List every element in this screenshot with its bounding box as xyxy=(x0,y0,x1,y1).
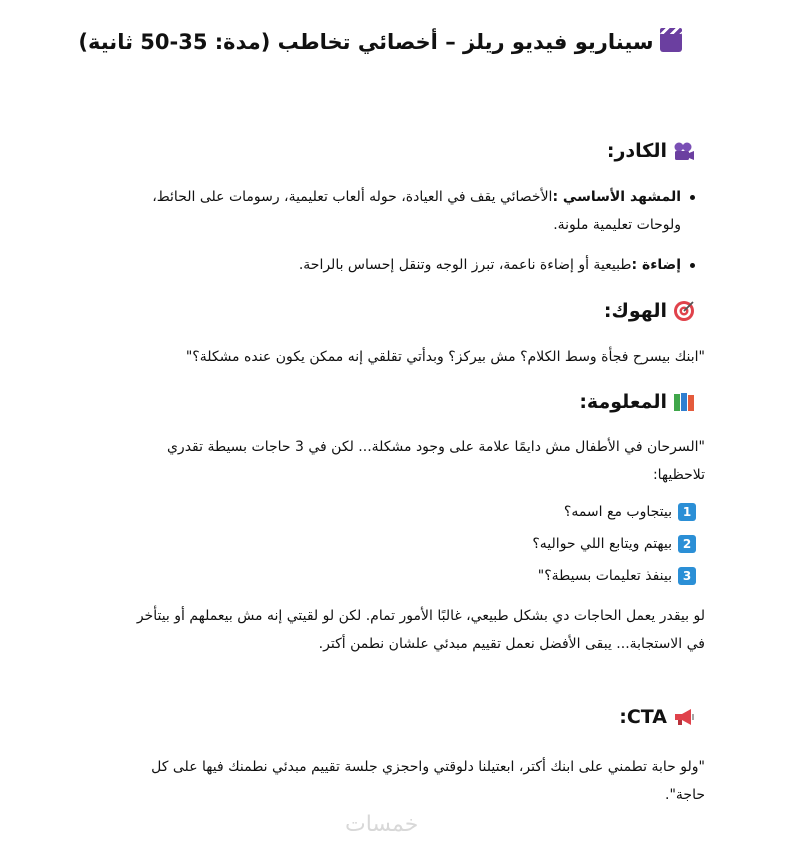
info-points xyxy=(532,496,696,592)
point-text: بينفذ تعليمات بسيطة؟" xyxy=(537,568,672,584)
info-outro: لو بيقدر يعمل الحاجات دي بشكل طبيعي، غالبًا الأمور تمام. لكن لو لقيتي إنه مش بيعملهم أو بيتأخر في الاستجابة... يبقى الأفضل نعمل تقييم مبدئي علشان نطمن أكتر. xyxy=(136,608,705,652)
number-badge: 3 xyxy=(678,567,696,585)
point-text: بيهتم ويتابع اللي حواليه؟ xyxy=(532,536,672,552)
list-item xyxy=(532,496,696,528)
watermark: خمسات xyxy=(345,812,419,837)
cta-text: "ولو حابة تطمني على ابنك أكتر، ابعتيلنا دلوقتي واحجزي جلسة تقييم مبدئي نطمنك فيها على كل حاجة". xyxy=(151,759,705,803)
info-intro: "السرحان في الأطفال مش دايمًا علامة على وجود مشكلة... لكن في 3 حاجات بسيطة تقدري تلاحظيها: xyxy=(166,439,705,483)
info-heading xyxy=(579,391,695,413)
list-item xyxy=(125,183,695,239)
books-icon xyxy=(673,391,695,413)
number-badge: 1 xyxy=(678,503,696,521)
cta-heading-text: CTA: xyxy=(619,706,667,728)
frame-item-label: المشهد الأساسي : xyxy=(552,189,681,205)
frame-item-label: إضاءة : xyxy=(631,257,681,273)
hook-text: "ابنك بيسرح فجأة وسط الكلام؟ مش بيركز؟ وبدأتي تقلقي إنه ممكن يكون عنده مشكلة؟" xyxy=(185,349,705,365)
frame-item-text: طبيعية أو إضاءة ناعمة، تبرز الوجه وتنقل إحساس بالراحة. xyxy=(298,257,632,273)
clapperboard-icon xyxy=(660,32,682,52)
megaphone-icon xyxy=(673,706,695,728)
hook-heading xyxy=(604,300,695,322)
page-title xyxy=(60,30,700,54)
cta-heading xyxy=(619,706,695,728)
frame-heading-text: الكادر: xyxy=(606,140,667,162)
target-icon xyxy=(673,300,695,322)
film-camera-icon xyxy=(673,140,695,162)
list-item xyxy=(125,251,695,279)
info-heading-text: المعلومة: xyxy=(579,391,667,413)
list-item xyxy=(532,528,696,560)
page-title-text: سيناريو فيديو ريلز – أخصائي تخاطب (مدة: 35-50 ثانية) xyxy=(78,30,654,54)
frame-item-text: الأخصائي يقف في العيادة، حوله ألعاب تعليمية، رسومات على الحائط، ولوحات تعليمية ملونة. xyxy=(152,189,681,233)
list-item xyxy=(532,560,696,592)
frame-heading xyxy=(607,140,695,162)
hook-heading-text: الهوك: xyxy=(603,300,667,322)
frame-list xyxy=(125,183,695,279)
number-badge: 2 xyxy=(678,535,696,553)
point-text: بيتجاوب مع اسمه؟ xyxy=(563,504,672,520)
